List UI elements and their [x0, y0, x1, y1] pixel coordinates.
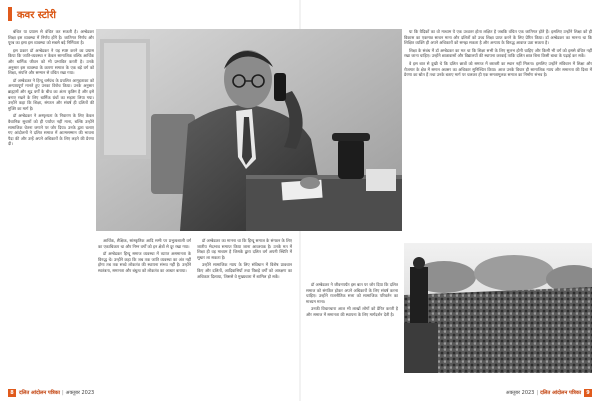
text-column-right-2 [404, 29, 592, 239]
crowd-photo-illustration [404, 243, 592, 373]
text-column-left-2 [98, 238, 191, 380]
section-header [8, 5, 56, 23]
ambedkar-desk-photo [96, 29, 402, 231]
paragraph: डॉ अम्बेडकर ने जीवनपर्यंत इस बात पर जोर दिया कि दलित समाज को संगठित होकर अपने अधिकारों के लिए संघर्ष करना चाहिए। उन्होंने राजनीतिक सत्ता को सामाजिक परिवर्तन का माध्यम माना। [306, 282, 398, 304]
text-column-left-3 [197, 238, 292, 380]
footer-separator-right: | [536, 389, 539, 396]
text-column-left-1 [8, 29, 94, 379]
paragraph: डॉ अम्बेडकर का मानना था कि हिन्दू समाज के संगठन के लिए जातीय भेदभाव समाप्त किया जाना आवश्यक है। उनके मत में शिक्षा ही वह माध्यम है जिसके द्वारा दलित वर्ग अपनी स्थिति में सुधार ला सकता है। [197, 238, 292, 260]
issue-date-right: अक्तूबर 2023 [505, 389, 535, 396]
paragraph: बंधित या प्रयास से वंचित कर सकती है। अम्बेडकर शिक्षा इस व्यवस्था में निर्णय होंगे है। जातिगत निर्णय और पूरब का इसा इस व्यवस्था को सबसे बड़े निर्मियता है। [8, 29, 94, 46]
paragraph: उन्होंने सामाजिक न्याय के लिए संविधान में विशेष प्रावधान किए और दलितों, आदिवासियों तथा पिछड़े वर्गों को आरक्षण का अधिकार दिलाया, जिससे वे मुख्यधारा में शामिल हो सकें। [197, 262, 292, 279]
issue-date-left: अक्तूबर 2023 [65, 389, 95, 396]
paragraph: इस प्रकार डॉ अम्बेडकर ने यह स्पष्ट करने का प्रयास किया कि जाति-व्यवस्था न केवल सामाजिक बल्कि आर्थिक और धार्मिक जीवन को भी प्रभावित करती है। उनके अनुसार इस व्यवस्था के कारण समाज के एक बड़े वर्ग को शिक्षा, संपत्ति और सम्मान से वंचित रखा गया। [8, 47, 94, 76]
footer-left [8, 388, 94, 397]
paragraph: आर्थिक, शैक्षिक, सांस्कृतिक आदि सभी पर प्रभुत्वशाली वर्ग का एकाधिकार था और निम्न वर्गों को इन क्षेत्रों से दूर रखा गया। [98, 238, 191, 249]
paragraph: या कि वैदिकों का वो माध्यम ये एक उच्चतर होता लक्षित है जबकि वंचित एक जातिगत होते हैं। इसलिए उन्होंने शिक्षा को ही विकास का एकमात्र साधन माना और दलितों को उच्च शिक्षा प्राप्त करने के लिए प्रेरित किया। डॉ अम्बेडकर का मानना था कि शिक्षित व्यक्ति ही अपने अधिकारों को समझ सकता है और अन्याय के विरुद्ध आवाज उठा सकता है। [404, 29, 592, 46]
footer-separator-left: | [61, 389, 64, 396]
paragraph: उनकी विचारधारा आज भी लाखों लोगों को प्रेरित करती है और समाज में समानता की स्थापना के लिए मार्गदर्शन देती है। [306, 306, 398, 317]
magazine-name-left: दलित आंदोलन पत्रिका [19, 389, 60, 396]
paragraph: वे इस बात से दुखी थे कि दलित छात्रों को समाज में बराबरी का स्थान नहीं मिलता। इसलिए उन्होंने संविधान में शिक्षा और रोजगार के क्षेत्र में समान अवसर का अधिकार सुनिश्चित किया। आज उनके विचार ही सामाजिक न्याय और समानता की दिशा में प्रेरणा का स्रोत हैं तथा उनके बताए मार्ग पर चलकर ही एक समतामूलक समाज का निर्माण संभव है। [404, 60, 592, 78]
magazine-name-right: दलित आंदोलन पत्रिका [540, 389, 581, 396]
text-column-right-3 [306, 282, 398, 381]
footer-right [506, 388, 592, 397]
paragraph: शिक्षा के संबंध में डॉ अम्बेडकर का मत था कि शिक्षा सभी के लिए सुलभ होनी चाहिए और किसी भी वर्ग को इससे वंचित नहीं रखा जाना चाहिए। उन्होंने छात्रावासों और विद्यालयों की स्थापना करवाई ताकि दलित छात्र बिना किसी बाधा के पढ़ाई कर सकें। [404, 47, 592, 59]
page-number-left: 8 [8, 389, 16, 397]
section-label: कवर स्टोरी [17, 10, 57, 21]
paragraph: डॉ अम्बेडकर ने अस्पृश्यता के निवारण के लिए केवल वैधानिक सुधारों को ही पर्याप्त नहीं माना, बल्कि उन्होंने सामाजिक चेतना जगाने पर जोर दिया। उनके द्वारा चलाए गए आंदोलनों ने दलित समाज में आत्मसम्मान की भावना पैदा की और उन्हें अपने अधिकारों के लिए लड़ने की प्रेरणा दी। [8, 113, 94, 147]
desk-photo-illustration [96, 29, 402, 231]
paragraph: डॉ अम्बेडकर ने हिन्दू धर्मग्रंथ के प्रचलित आगृहताका को अन्यायपूर्ण मानते हुए उनका विरोध किया। उनके अनुसार ब्राह्मणों और शूद्र वर्गों के बीच का अंतर कृत्रिम है और इसे बनाए रखने के लिए धार्मिक ग्रंथों का सहारा लिया गया। उन्होंने कहा कि शिक्षा, संगठन और संघर्ष ही दलितों की मुक्ति का मार्ग है। [8, 77, 94, 111]
page-number-right: 9 [584, 389, 592, 397]
paragraph: डॉ अम्बेडकर हिन्दू समाज व्यवस्था में व्याप्त असमानता के विरुद्ध थे। उन्होंने कहा कि जब तक जाति व्यवस्था का अंत नहीं होगा तब तक सच्चे लोकतंत्र की स्थापना संभव नहीं है। उन्होंने स्वतंत्रता, समानता और बंधुत्व को लोकतंत्र का आधार बताया। [98, 251, 191, 273]
section-accent-bar [8, 7, 12, 21]
crowd-gathering-photo [404, 243, 592, 373]
